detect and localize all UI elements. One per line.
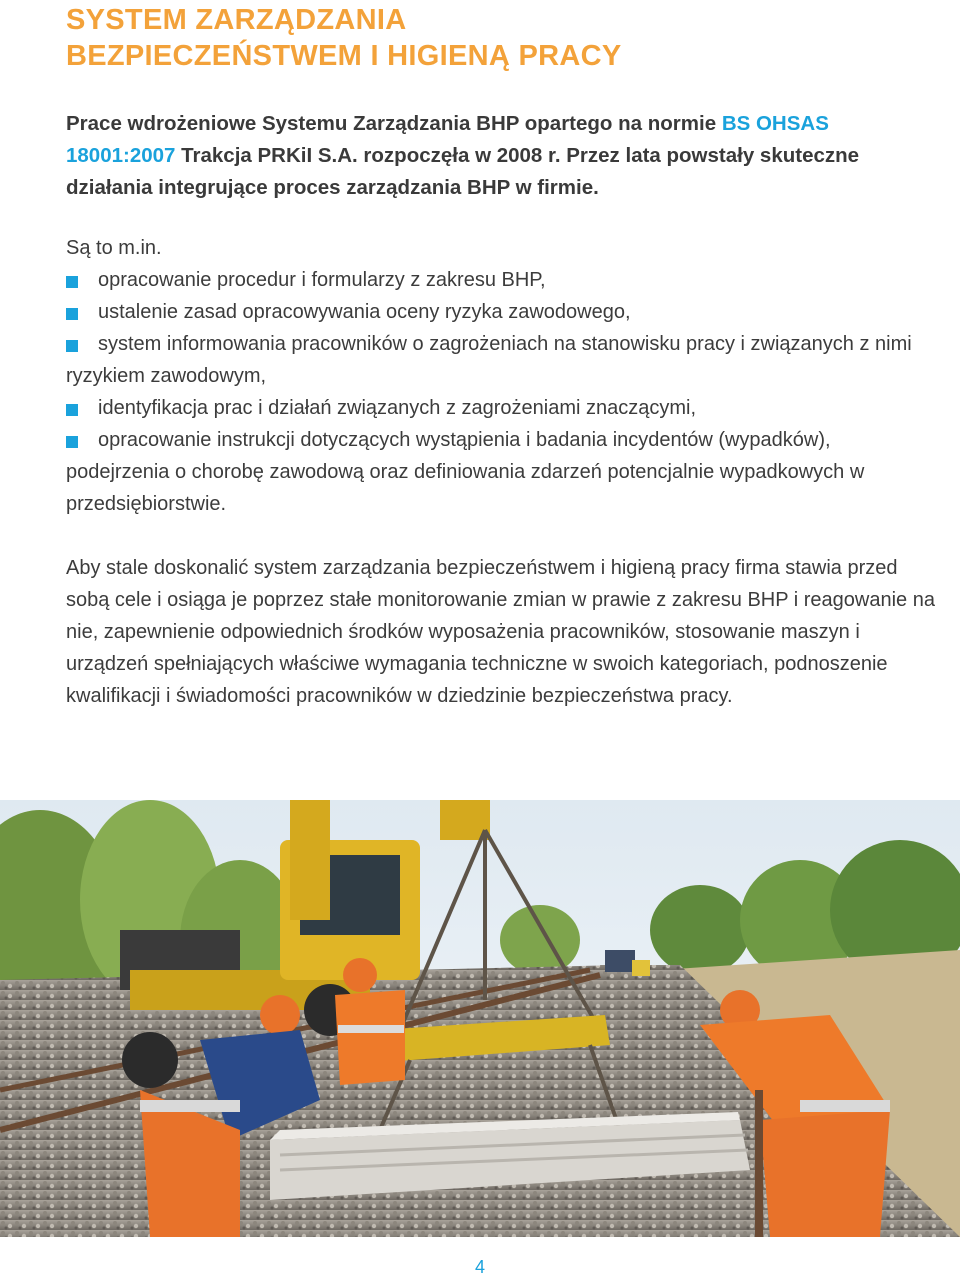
page-title — [66, 2, 622, 74]
intro-text-2: Trakcja PRKiI S.A. rozpoczęła w 2008 r. Przez lata powstały skuteczne działania integrujące proces zarządzania BHP w firmie. — [66, 144, 860, 199]
square-bullet-icon — [66, 340, 78, 352]
list-item: opracowanie procedur i formularzy z zakresu BHP, — [66, 264, 936, 296]
square-bullet-icon — [66, 436, 78, 448]
square-bullet-icon — [66, 276, 78, 288]
body-paragraph: Aby stale doskonalić system zarządzania bezpieczeństwem i higieną pracy firma stawia przed sobą cele i osiąga je poprzez stałe monitorowanie zmian w prawie z zakresu BHP i reagowanie na nie, zapewnienie odpowiednich środków wyposażenia pracowników, stosowanie maszyn i urządzeń spełniających właściwe wymagania techniczne w swoich kategoriach, podnoszenie kwalifikacji i świadomości pracowników w dziedzinie bezpieczeństwa pracy. — [66, 557, 935, 707]
page-number: 4 — [474, 1257, 485, 1277]
list-intro: Są to m.in. — [66, 237, 162, 259]
title-line-1: SYSTEM ZARZĄDZANIA — [66, 4, 407, 36]
list-item: ustalenie zasad opracowywania oceny ryzyka zawodowego, — [66, 296, 936, 328]
square-bullet-icon — [66, 404, 78, 416]
intro-paragraph — [66, 108, 926, 204]
list-item: system informowania pracowników o zagrożeniach na stanowisku pracy i związanych z nimi ryzykiem zawodowym, — [66, 333, 912, 387]
list-item: opracowanie instrukcji dotyczących wystąpienia i badania incydentów (wypadków), podejrzenia o chorobę zawodową oraz definiowania zdarzeń potencjalnie wypadkowych w przedsiębiorstwie. — [66, 429, 865, 515]
main-text — [66, 232, 936, 712]
railway-workers-photo — [0, 800, 960, 1237]
title-line-2: BEZPIECZEŃSTWEM I HIGIENĄ PRACY — [66, 40, 622, 72]
list-item: identyfikacja prac i działań związanych z zagrożeniami znaczącymi, — [66, 392, 936, 424]
square-bullet-icon — [66, 308, 78, 320]
standard-name: BS OHSAS 18001:2007 — [66, 112, 829, 167]
intro-text-1: Prace wdrożeniowe Systemu Zarządzania BHP opartego na normie — [66, 112, 722, 135]
